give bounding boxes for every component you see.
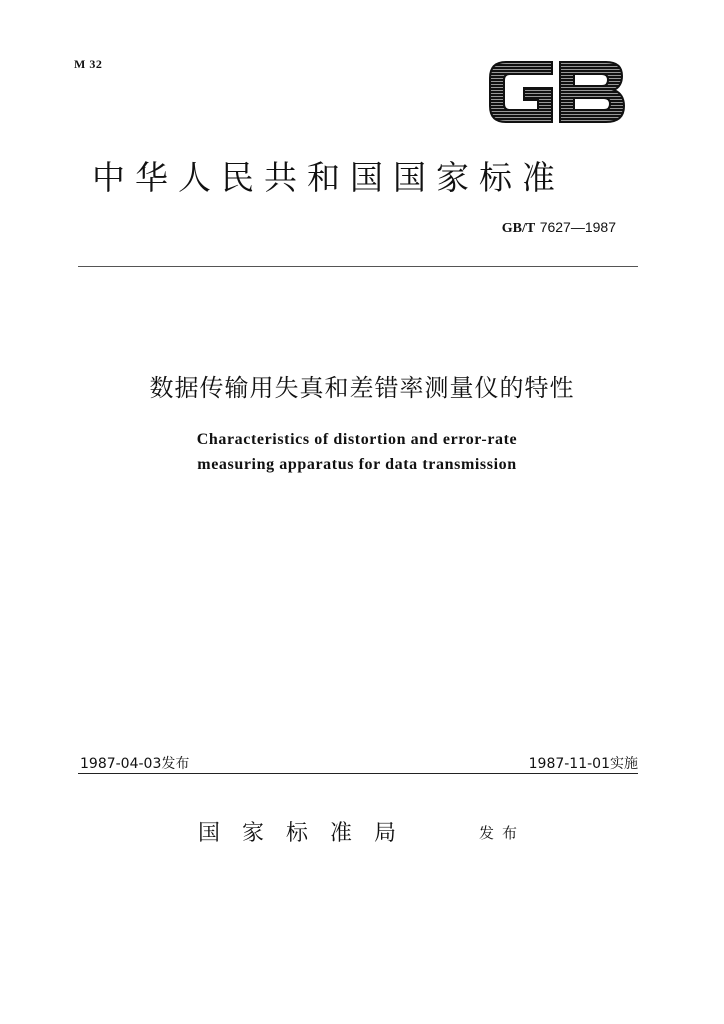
standard-code-prefix: GB/T [501, 221, 536, 236]
gb-logo-icon [486, 56, 628, 128]
issue-date: 1987-04-03发布 [80, 756, 190, 772]
document-title-en-line2: measuring apparatus for data transmission [197, 456, 517, 473]
header-divider [78, 266, 638, 267]
document-title-en-line1: Characteristics of distortion and error-rate [196, 431, 518, 448]
document-title-en [0, 427, 714, 477]
classification-code: M 32 [74, 57, 103, 71]
publish-label: 发布 [479, 824, 526, 842]
document-title-zh: 数据传输用失真和差错率测量仪的特性 [149, 374, 575, 402]
footer-divider [78, 773, 638, 774]
standard-code [502, 219, 616, 237]
issuer: 国家标准局 [198, 821, 419, 846]
standard-code-number: 7627—1987 [539, 219, 616, 235]
standard-title: 中华人民共和国国家标准 [92, 158, 565, 197]
implementation-date: 1987-11-01实施 [528, 756, 638, 772]
